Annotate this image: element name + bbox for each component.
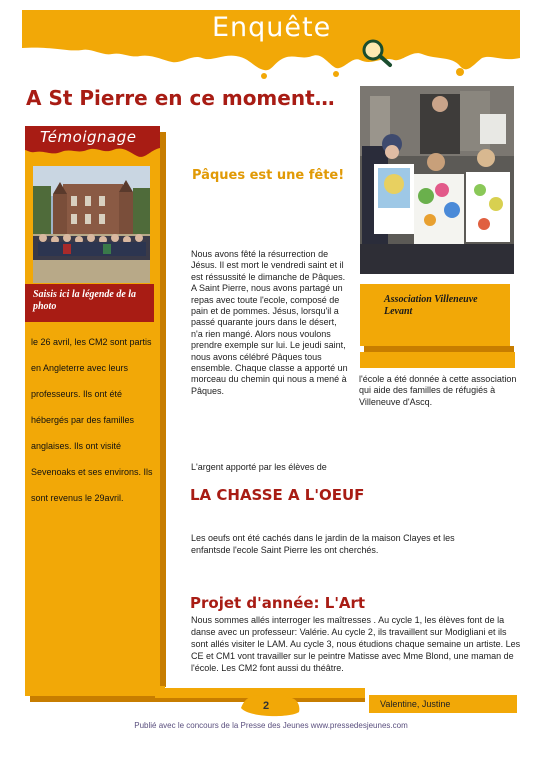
- temoignage-label: Témoignage: [40, 128, 137, 146]
- page-title: A St Pierre en ce moment…: [26, 86, 335, 110]
- projet-heading: Projet d'année: L'Art: [190, 594, 366, 612]
- article-subtitle: Pâques est une fête!: [192, 168, 345, 183]
- sidebar-bottom-shadow: [30, 696, 165, 702]
- sidebar-text: le 26 avril, les CM2 sont partis en Angleterre avec leurs professeurs. Ils ont été hébergés par des familles anglaises. Ils ont visité Sevenoaks et ses environs. Ils sont revenus le 29avril.: [31, 337, 153, 503]
- magnifier-icon: [360, 38, 394, 68]
- right-photo-caption: Association Villeneuve Levant: [384, 294, 478, 317]
- sidebar-bottom: [25, 686, 165, 696]
- sidebar-shadow: [160, 132, 166, 687]
- authors: Valentine, Justine: [380, 699, 451, 709]
- right-column-text: l'école a été donnée à cette association qui aide des familles de réfugiés à Villeneuve d'Ascq.: [359, 374, 517, 407]
- page-number-shape: [235, 690, 305, 718]
- chasse-heading: LA CHASSE A L'OEUF: [190, 486, 365, 504]
- header-title: Enquête: [212, 12, 332, 43]
- article-body-continued: L'argent apporté par les élèves de: [191, 462, 327, 472]
- castle-group-photo: [33, 166, 150, 283]
- children-drawings-photo: [360, 86, 514, 274]
- projet-text: Nous sommes allés interroger les maîtresses . Au cycle 1, les élèves font de la danse avec un professeur: Valérie. Au cycle 2, ils travaillent sur Modigliani et ils sont allés visiter le LAM. Au cycle 3, nous étudions chaque semaine un artiste. Les CE et CM1 vont travailler sur le peintre Matisse avec Mme Blond, une maman de l'école. Les CM2 font aussi du théâtre.: [191, 615, 521, 673]
- photo-caption[interactable]: Saisis ici la légende de la photo: [33, 289, 137, 312]
- page-number: 2: [263, 700, 270, 712]
- article-body: Nous avons fêté la résurrection de Jésus. Il est mort le vendredi saint et il est réssussité le dimanche de Pâques. A Saint Pierre, nous avons partagé un repas avec toute l'ecole, composé de pain et de pommes. Jésus, lorsqu'il a passé quarante jours dans le désert, n'a rien mangé. Alors nous voulons prendre exemple sur lui. Le jeudi saint, nous avons célébré Pâques tous ensemble. Chaque classe a apporté un morceau du chemin qui nous a mené à Pâques.: [191, 249, 348, 396]
- publisher-footer[interactable]: Publié avec le concours de la Presse des Jeunes www.pressedesjeunes.com: [134, 721, 408, 730]
- chasse-text: Les oeufs ont été cachés dans le jardin de la maison Clayes et les enfantsde l'ecole Saint Pierre les ont cherchés.: [191, 533, 455, 555]
- right-stripe: [360, 352, 515, 368]
